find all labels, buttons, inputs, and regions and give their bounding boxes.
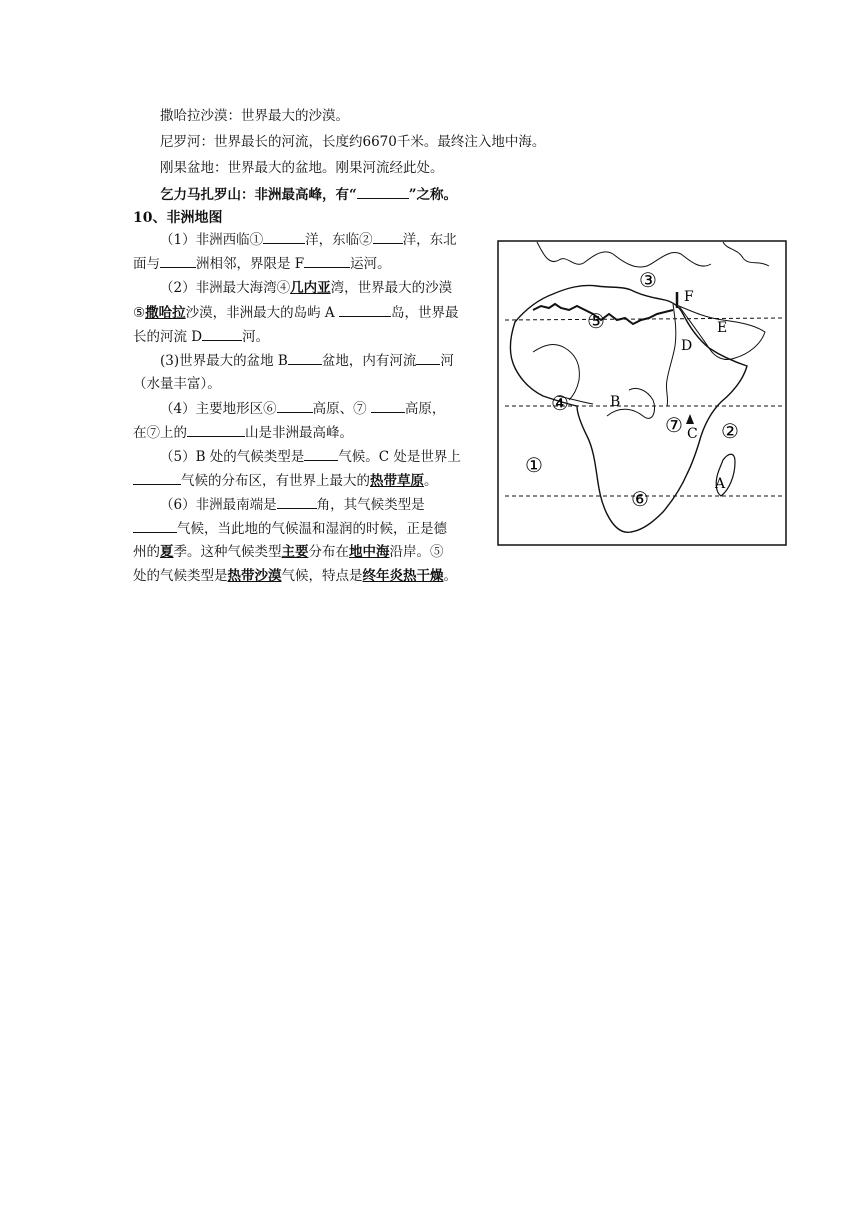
q6-line3 [133,544,444,560]
q6-text-c: 气候，当此地的气候温和湿润的时候，正是德 [177,521,447,537]
section-heading: 10、非洲地图 [133,210,223,226]
map-label-6: ⑥ [631,487,649,511]
q3-line2: （水量丰富）。 [133,376,221,392]
q2-text-a: （2）非洲最大海湾④ [160,280,291,296]
map-label-B: B [610,394,621,410]
q1-blank-canal[interactable] [304,255,350,268]
q6-text-h: 分布在 [308,544,349,560]
q4-text-c: 高原， [404,401,446,417]
q4-text-e: 山是非洲最高峰。 [245,425,353,441]
q1-text-b: 洋，东临② [305,232,373,248]
q2-blank-river[interactable] [202,328,242,341]
q6-text-f: 季。这种气候类型 [173,544,282,560]
africa-map [497,240,787,546]
q1-text-c: 洋，东北 [402,232,457,248]
q2-line3 [133,328,269,345]
fact-nile: 尼罗河：世界最长的河流，长度约6670千米。最终注入地中海。 [160,134,546,150]
q5-text-c: 气候的分布区，有世界上最大的 [181,473,370,489]
q1-text-e: 洲相邻，界限是 F [196,256,305,272]
q1-blank-west-ocean[interactable] [263,231,305,244]
q2-text-i: 河。 [242,329,270,345]
q4-blank-plateau7[interactable] [371,400,405,413]
q5-line1 [160,448,461,465]
map-label-C: C [687,426,698,442]
q2-line1 [160,280,452,296]
q5-blank-climate-b[interactable] [304,448,338,461]
q1-line1 [160,231,457,248]
fact-congo: 刚果盆地：世界最大的盆地。刚果河流经此处。 [160,160,444,176]
q1-blank-continent[interactable] [160,255,196,268]
q2-text-f: 沙漠，非洲最大的岛屿 A [185,305,339,321]
q1-text-d: 面与 [133,256,160,272]
q4-text-b: 高原、⑦ [312,401,371,417]
map-label-A: A [715,476,726,492]
fact-kilimanjaro [160,186,457,203]
q3-text-a: (3)世界最大的盆地 B [160,353,288,369]
map-label-E: E [717,320,728,336]
kili-blank[interactable] [357,186,409,199]
q6-text-j: 沿岸。⑤ [389,544,444,560]
map-label-2: ② [721,419,739,443]
q1-blank-east-ocean[interactable] [373,231,403,244]
q4-line2 [133,424,353,441]
q2-text-h: 长的河流 D [133,329,203,345]
q6-text-b: 角，其气候类型是 [316,497,425,513]
q4-line1 [160,400,445,417]
q5-line2 [133,472,438,489]
q6-text-a: （6）非洲最南端是 [160,497,277,513]
kili-pre: 乞力马扎罗山：非洲最高峰，有“ [160,187,357,203]
q2-answer-sahara: 撒哈拉 [145,305,186,321]
q6-answer-mediterranean: 地中海 [349,544,390,560]
q6-answer-desert: 热带沙漠 [227,568,282,584]
q6-text-m: 气候，特点是 [281,568,363,584]
map-label-7: ⑦ [665,413,683,437]
q6-text-o: 。 [443,568,457,584]
map-label-D: D [681,338,693,354]
q2-line2 [133,304,458,321]
q3-line1 [160,352,454,369]
q3-blank-river[interactable] [416,352,440,365]
q6-blank-cape[interactable] [277,496,317,509]
map-label-3: ③ [639,268,657,292]
map-label-1: ① [525,453,543,477]
q3-text-b: 盆地，内有河流 [321,353,417,369]
map-label-5: ⑤ [587,309,605,333]
q5-text-b: 气候。C 处是世界上 [338,449,461,465]
map-label-4: ④ [551,391,569,415]
q5-blank-climate-c[interactable] [133,472,181,485]
q6-text-k: 处的气候类型是 [133,568,228,584]
q2-blank-island[interactable] [339,304,391,317]
map-label-F: F [684,289,694,305]
q2-text-c: 湾，世界最大的沙漠 [330,280,453,296]
q5-text-a: （5）B 处的气候类型是 [160,449,305,465]
q6-text-d: 州的 [133,544,160,560]
q1-line2 [133,255,391,272]
q1-text-a: （1）非洲西临① [160,232,264,248]
q1-text-f: 运河。 [350,256,391,272]
q6-line2 [133,520,447,537]
q6-answer-mainly: 主要 [281,544,309,560]
q6-answer-hot-dry: 终年炎热干燥 [362,568,444,584]
q2-answer-guinea: 几内亚 [290,280,331,296]
q3-blank-basin[interactable] [288,352,322,365]
africa-map-svg [497,240,787,546]
q4-blank-mountain[interactable] [187,424,245,437]
q3-text-c: 河 [440,353,454,369]
q4-blank-plateau6[interactable] [277,400,313,413]
q6-line4 [133,568,457,584]
q6-blank-climate[interactable] [133,520,177,533]
q4-text-d: 在⑦上的 [133,425,187,441]
q6-answer-summer: 夏 [160,544,174,560]
q6-line1 [160,496,425,513]
q2-text-d: ⑤ [133,305,146,321]
q5-answer-savanna: 热带草原 [370,473,424,489]
q5-text-e: 。 [424,473,438,489]
kili-post: ”之称。 [408,187,458,203]
q2-text-g: 岛，世界最 [390,305,459,321]
fact-sahara: 撒哈拉沙漠：世界最大的沙漠。 [160,108,349,124]
q4-text-a: （4）主要地形区⑥ [160,401,277,417]
